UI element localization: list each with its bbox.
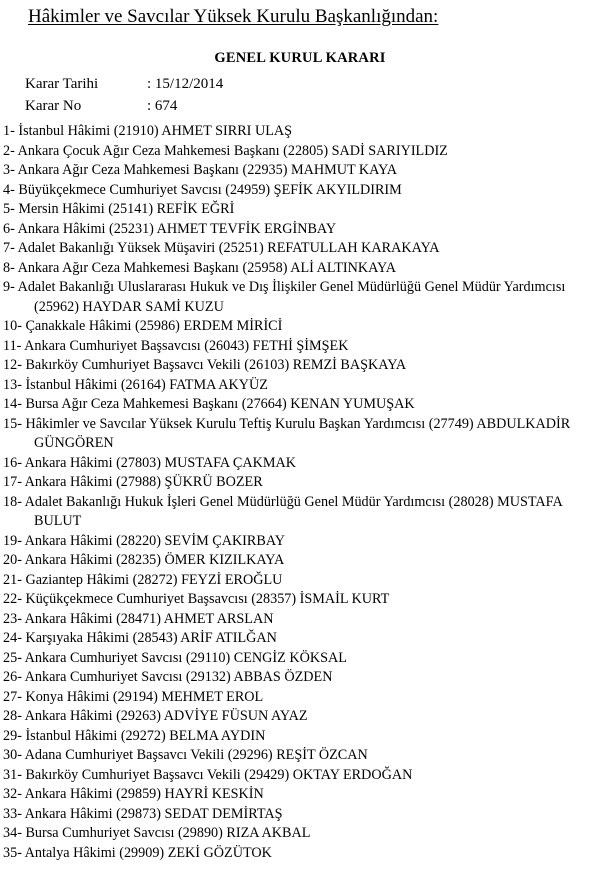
list-item: 3- Ankara Ağır Ceza Mahkemesi Başkanı (22935) MAHMUT KAYA: [3, 162, 398, 178]
list-item: 23- Ankara Hâkimi (28471) AHMET ARSLAN: [3, 610, 274, 627]
list-item: 16- Ankara Hâkimi (27803) MUSTAFA ÇAKMAK: [3, 454, 296, 471]
decision-date-row: [25, 74, 223, 94]
list-item: 27- Konya Hâkimi (29194) MEHMET EROL: [3, 688, 264, 705]
list-item: 5- Mersin Hâkimi (25141) REFİK EĞRİ: [3, 201, 235, 217]
list-item: 22- Küçükçekmece Cumhuriyet Başsavcısı (28357) İSMAİL KURT: [3, 591, 390, 607]
list-item: 29- İstanbul Hâkimi (29272) BELMA AYDIN: [3, 727, 266, 744]
list-item: 28- Ankara Hâkimi (29263) ADVİYE FÜSUN AYAZ: [3, 708, 308, 724]
list-item: 18- Adalet Bakanlığı Hukuk İşleri Genel Müdürlüğü Genel Müdür Yardımcısı (28028) MUSTAFA BULUT: [3, 493, 562, 529]
list-item: 20- Ankara Hâkimi (28235) ÖMER KIZILKAYA: [3, 552, 285, 568]
list-item: 15- Hâkimler ve Savcılar Yüksek Kurulu Teftiş Kurulu Başkan Yardımcısı (27749) ABDULKADİR GÜNGÖREN: [3, 415, 571, 451]
list-item: 9- Adalet Bakanlığı Uluslararası Hukuk ve Dış İlişkiler Genel Müdürlüğü Genel Müdür Yardımcısı (25962) HAYDAR SAMİ KUZU: [3, 279, 566, 315]
list-item: 24- Karşıyaka Hâkimi (28543) ARİF ATILĞAN: [3, 630, 277, 646]
list-item: 17- Ankara Hâkimi (27988) ŞÜKRÜ BOZER: [3, 474, 263, 490]
list-item: 31- Bakırköy Cumhuriyet Başsavcı Vekili (29429) OKTAY ERDOĞAN: [3, 766, 413, 783]
list-item: 10- Çanakkale Hâkimi (25986) ERDEM MİRİCİ: [3, 318, 283, 334]
decision-date-value: : 15/12/2014: [147, 76, 224, 92]
list-item: 13- İstanbul Hâkimi (26164) FATMA AKYÜZ: [3, 376, 268, 393]
decision-number-label: Karar No: [25, 98, 82, 114]
decision-number-row: [25, 96, 177, 116]
list-item: 26- Ankara Cumhuriyet Savcısı (29132) ABBAS ÖZDEN: [3, 669, 333, 685]
decision-date-label: Karar Tarihi: [25, 76, 99, 92]
decision-number-value: : 674: [147, 98, 178, 114]
list-item: 35- Antalya Hâkimi (29909) ZEKİ GÖZÜTOK: [3, 844, 272, 861]
list-item: 21- Gaziantep Hâkimi (28272) FEYZİ EROĞLU: [3, 571, 283, 588]
list-item: 4- Büyükçekmece Cumhuriyet Savcısı (24959) ŞEFİK AKYILDIRIM: [3, 181, 402, 198]
document-heading: Hâkimler ve Savcılar Yüksek Kurulu Başkanlığından:: [28, 6, 439, 27]
list-item: 34- Bursa Cumhuriyet Savcısı (29890) RIZA AKBAL: [3, 825, 311, 841]
list-item: 6- Ankara Hâkimi (25231) AHMET TEVFİK ERGİNBAY: [3, 220, 337, 237]
list-item: 32- Ankara Hâkimi (29859) HAYRİ KESKİN: [3, 786, 264, 802]
list-item: 2- Ankara Çocuk Ağır Ceza Mahkemesi Başkanı (22805) SADİ SARIYILDIZ: [3, 142, 448, 159]
list-item: 8- Ankara Ağır Ceza Mahkemesi Başkanı (25958) ALİ ALTINKAYA: [3, 259, 396, 276]
document-title: GENEL KURUL KARARI: [214, 50, 386, 66]
list-item: 11- Ankara Cumhuriyet Başsavcısı (26043) FETHİ ŞİMŞEK: [3, 337, 349, 354]
list-item: 19- Ankara Hâkimi (28220) SEVİM ÇAKIRBAY: [3, 532, 286, 549]
list-item: 7- Adalet Bakanlığı Yüksek Müşaviri (25251) REFATULLAH KARAKAYA: [3, 240, 440, 256]
list-item: 25- Ankara Cumhuriyet Savcısı (29110) CENGİZ KÖKSAL: [3, 649, 347, 666]
list-item: 12- Bakırköy Cumhuriyet Başsavcı Vekili (26103) REMZİ BAŞKAYA: [3, 357, 407, 373]
list-item: 30- Adana Cumhuriyet Başsavcı Vekili (29296) REŞİT ÖZCAN: [3, 747, 368, 763]
appointment-list: [3, 122, 597, 863]
list-item: 1- İstanbul Hâkimi (21910) AHMET SIRRI ULAŞ: [3, 123, 292, 139]
list-item: 33- Ankara Hâkimi (29873) SEDAT DEMİRTAŞ: [3, 805, 283, 822]
list-item: 14- Bursa Ağır Ceza Mahkemesi Başkanı (27664) KENAN YUMUŞAK: [3, 396, 415, 412]
